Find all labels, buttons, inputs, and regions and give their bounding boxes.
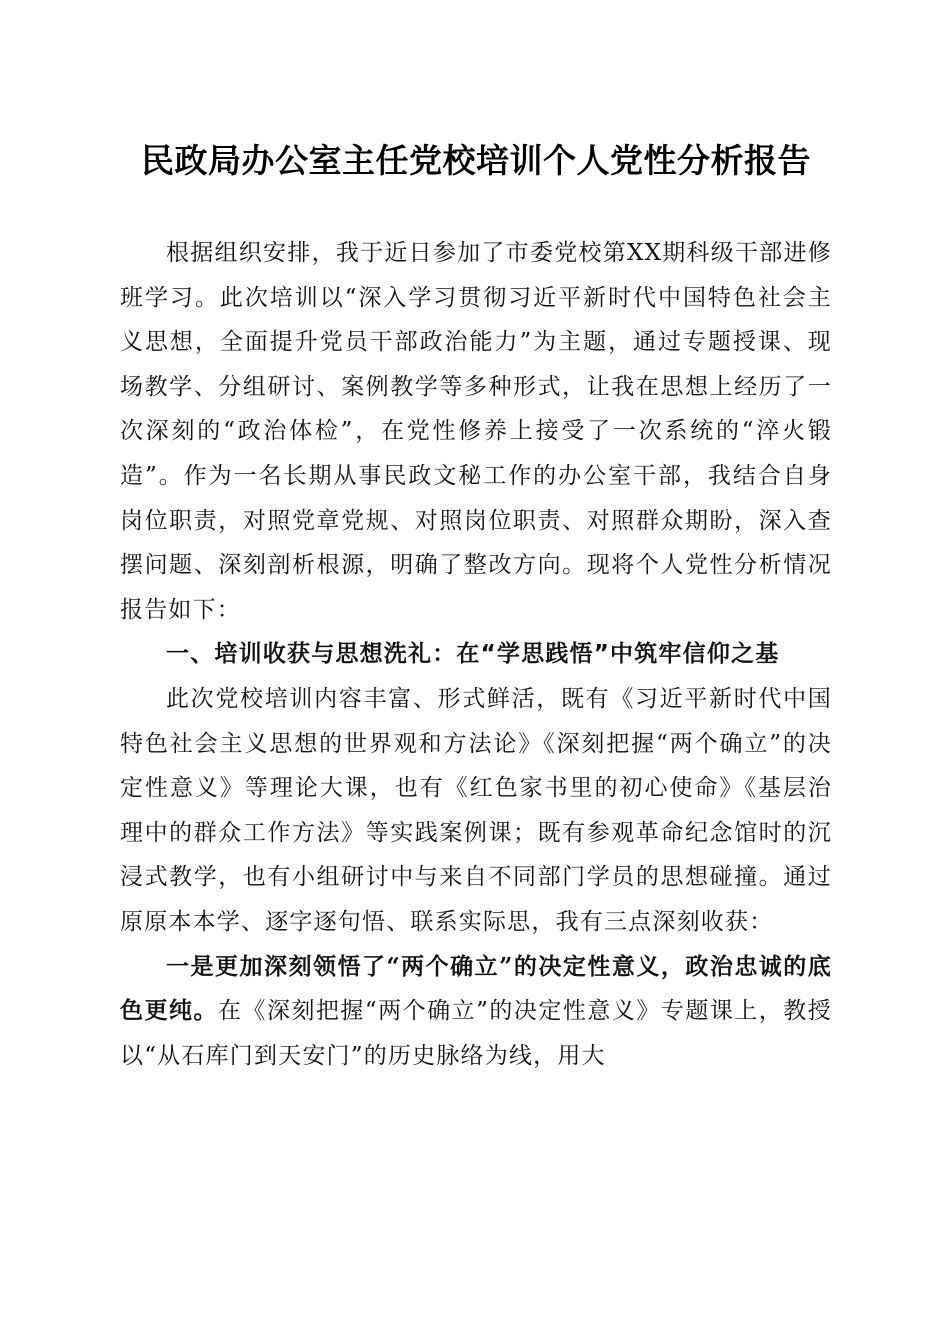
point-1-lead: 一是更加深刻领悟了“两个确立”的决定性意义，政治忠诚的底色更纯。 [120,952,832,1025]
section-1-paragraph: 此次党校培训内容丰富、形式鲜活，既有《习近平新时代中国特色社会主义思想的世界观和方法论》《深刻把握“两个确立”的决定性意义》等理论大课，也有《红色家书里的初心使命》《基层治理中的群众工作方法》等实践案例课；既有参观革命纪念馆时的沉浸式教学，也有小组研讨中与来自不同部门学员的思想碰撞。通过原原本本学、逐字逐句悟、联系实际思，我有三点深刻收获： [120,685,832,935]
document-title: 民政局办公室主任党校培训个人党性分析报告 [141,141,811,180]
point-1-text: 在《深刻把握“两个确立”的决定性意义》专题课上，教授以“从石库门到天安门”的历史脉络为线，用大 [120,998,832,1069]
point-1-paragraph [120,945,832,1079]
intro-paragraph: 根据组织安排，我于近日参加了市委党校第XX期科级干部进修班学习。此次培训以“深入学习贯彻习近平新时代中国特色社会主义思想，全面提升党员干部政治能力”为主题，通过专题授课、现场教学、分组研讨、案例教学等多种形式，让我在思想上经历了一次深刻的“政治体检”，在党性修养上接受了一次系统的“淬火锻造”。作为一名长期从事民政文秘工作的办公室干部，我结合自身岗位职责，对照党章党规、对照岗位职责、对照群众期盼，深入查摆问题、深刻剖析根源，明确了整改方向。现将个人党性分析情况报告如下： [120,240,832,623]
section-heading-1: 一、培训收获与思想洗礼：在“学思践悟”中筑牢信仰之基 [166,641,780,668]
document-body [120,231,832,1078]
